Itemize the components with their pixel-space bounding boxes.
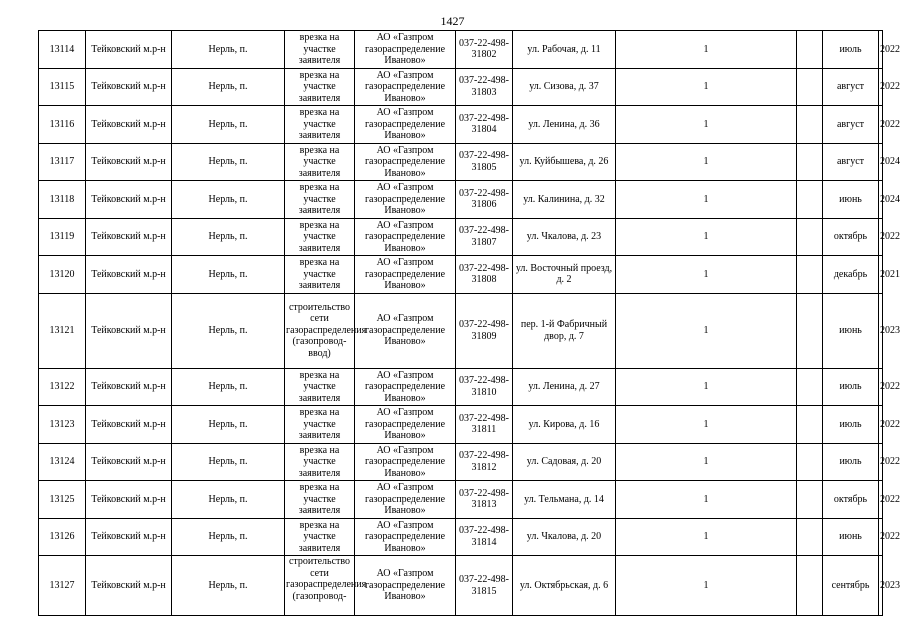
work-type-cell: врезка на участке заявителя	[285, 481, 355, 519]
month-cell: сентябрь	[823, 556, 879, 616]
table-row	[39, 368, 883, 406]
organization-cell: АО «Газпром газораспределение Иваново»	[355, 256, 456, 294]
settlement-cell: Нерль, п.	[172, 556, 285, 616]
address-cell: ул. Калинина, д. 32	[513, 181, 616, 219]
address-cell: пер. 1-й Фабричный двор, д. 7	[513, 293, 616, 368]
count-cell: 1	[616, 181, 797, 219]
code-cell: 037-22-498-31809	[456, 293, 513, 368]
month-cell: июль	[823, 406, 879, 444]
month-cell: июль	[823, 368, 879, 406]
code-cell: 037-22-498-31805	[456, 143, 513, 181]
row-id: 13125	[39, 481, 86, 519]
month-cell: август	[823, 106, 879, 144]
empty-cell	[797, 368, 823, 406]
year-cell: 2023	[879, 293, 883, 368]
settlement-cell: Нерль, п.	[172, 406, 285, 444]
empty-cell	[797, 406, 823, 444]
count-cell: 1	[616, 143, 797, 181]
work-type-cell: врезка на участке заявителя	[285, 218, 355, 256]
empty-cell	[797, 556, 823, 616]
organization-cell: АО «Газпром газораспределение Иваново»	[355, 443, 456, 481]
code-cell: 037-22-498-31815	[456, 556, 513, 616]
work-type-cell: строительство сети газораспределения (газопровод-ввод)	[285, 293, 355, 368]
count-cell: 1	[616, 518, 797, 556]
work-type-cell: врезка на участке заявителя	[285, 443, 355, 481]
address-cell: ул. Восточный проезд, д. 2	[513, 256, 616, 294]
empty-cell	[797, 256, 823, 294]
settlement-cell: Нерль, п.	[172, 256, 285, 294]
table-row	[39, 106, 883, 144]
row-id: 13116	[39, 106, 86, 144]
year-cell: 2022	[879, 31, 883, 69]
settlement-cell: Нерль, п.	[172, 68, 285, 106]
district-cell: Тейковский м.р-н	[86, 406, 172, 444]
row-id: 13114	[39, 31, 86, 69]
organization-cell: АО «Газпром газораспределение Иваново»	[355, 368, 456, 406]
settlement-cell: Нерль, п.	[172, 31, 285, 69]
table-row	[39, 218, 883, 256]
work-type-cell: врезка на участке заявителя	[285, 406, 355, 444]
work-type-cell: врезка на участке заявителя	[285, 68, 355, 106]
empty-cell	[797, 443, 823, 481]
code-cell: 037-22-498-31803	[456, 68, 513, 106]
month-cell: июль	[823, 443, 879, 481]
row-id: 13122	[39, 368, 86, 406]
district-cell: Тейковский м.р-н	[86, 143, 172, 181]
gas-connection-table	[38, 30, 900, 616]
address-cell: ул. Тельмана, д. 14	[513, 481, 616, 519]
address-cell: ул. Садовая, д. 20	[513, 443, 616, 481]
table-row	[39, 31, 883, 69]
settlement-cell: Нерль, п.	[172, 143, 285, 181]
month-cell: июль	[823, 31, 879, 69]
row-id: 13126	[39, 518, 86, 556]
empty-cell	[797, 481, 823, 519]
district-cell: Тейковский м.р-н	[86, 293, 172, 368]
organization-cell: АО «Газпром газораспределение Иваново»	[355, 143, 456, 181]
year-cell: 2022	[879, 518, 883, 556]
month-cell: июнь	[823, 518, 879, 556]
organization-cell: АО «Газпром газораспределение Иваново»	[355, 181, 456, 219]
address-cell: ул. Кирова, д. 16	[513, 406, 616, 444]
month-cell: август	[823, 68, 879, 106]
year-cell: 2022	[879, 443, 883, 481]
work-type-cell: врезка на участке заявителя	[285, 368, 355, 406]
table-row	[39, 143, 883, 181]
table-row	[39, 518, 883, 556]
table-row	[39, 443, 883, 481]
code-cell: 037-22-498-31806	[456, 181, 513, 219]
address-cell: ул. Сизова, д. 37	[513, 68, 616, 106]
count-cell: 1	[616, 556, 797, 616]
address-cell: ул. Чкалова, д. 23	[513, 218, 616, 256]
organization-cell: АО «Газпром газораспределение Иваново»	[355, 293, 456, 368]
year-cell: 2024	[879, 143, 883, 181]
empty-cell	[797, 293, 823, 368]
year-cell: 2022	[879, 481, 883, 519]
month-cell: август	[823, 143, 879, 181]
code-cell: 037-22-498-31802	[456, 31, 513, 69]
work-type-cell: врезка на участке заявителя	[285, 256, 355, 294]
year-cell: 2021	[879, 256, 883, 294]
code-cell: 037-22-498-31813	[456, 481, 513, 519]
month-cell: июнь	[823, 293, 879, 368]
count-cell: 1	[616, 368, 797, 406]
district-cell: Тейковский м.р-н	[86, 106, 172, 144]
settlement-cell: Нерль, п.	[172, 368, 285, 406]
year-cell: 2022	[879, 218, 883, 256]
work-type-cell: строительство сети газораспределения (газопровод-	[285, 556, 355, 616]
month-cell: октябрь	[823, 481, 879, 519]
organization-cell: АО «Газпром газораспределение Иваново»	[355, 556, 456, 616]
district-cell: Тейковский м.р-н	[86, 218, 172, 256]
empty-cell	[797, 181, 823, 219]
count-cell: 1	[616, 256, 797, 294]
settlement-cell: Нерль, п.	[172, 181, 285, 219]
work-type-cell: врезка на участке заявителя	[285, 181, 355, 219]
table-row	[39, 406, 883, 444]
district-cell: Тейковский м.р-н	[86, 518, 172, 556]
address-cell: ул. Октябрьская, д. 6	[513, 556, 616, 616]
row-id: 13118	[39, 181, 86, 219]
code-cell: 037-22-498-31808	[456, 256, 513, 294]
empty-cell	[797, 218, 823, 256]
address-cell: ул. Ленина, д. 27	[513, 368, 616, 406]
count-cell: 1	[616, 406, 797, 444]
table-row	[39, 181, 883, 219]
address-cell: ул. Рабочая, д. 11	[513, 31, 616, 69]
count-cell: 1	[616, 106, 797, 144]
page-number: 1427	[440, 14, 465, 28]
district-cell: Тейковский м.р-н	[86, 256, 172, 294]
organization-cell: АО «Газпром газораспределение Иваново»	[355, 218, 456, 256]
table-row	[39, 256, 883, 294]
organization-cell: АО «Газпром газораспределение Иваново»	[355, 68, 456, 106]
organization-cell: АО «Газпром газораспределение Иваново»	[355, 406, 456, 444]
year-cell: 2023	[879, 556, 883, 616]
code-cell: 037-22-498-31812	[456, 443, 513, 481]
work-type-cell: врезка на участке заявителя	[285, 31, 355, 69]
organization-cell: АО «Газпром газораспределение Иваново»	[355, 31, 456, 69]
organization-cell: АО «Газпром газораспределение Иваново»	[355, 518, 456, 556]
table-row	[39, 481, 883, 519]
code-cell: 037-22-498-31807	[456, 218, 513, 256]
address-cell: ул. Ленина, д. 36	[513, 106, 616, 144]
address-cell: ул. Чкалова, д. 20	[513, 518, 616, 556]
settlement-cell: Нерль, п.	[172, 218, 285, 256]
district-cell: Тейковский м.р-н	[86, 368, 172, 406]
work-type-cell: врезка на участке заявителя	[285, 106, 355, 144]
organization-cell: АО «Газпром газораспределение Иваново»	[355, 106, 456, 144]
table-row	[39, 68, 883, 106]
year-cell: 2022	[879, 368, 883, 406]
count-cell: 1	[616, 218, 797, 256]
row-id: 13115	[39, 68, 86, 106]
row-id: 13123	[39, 406, 86, 444]
year-cell: 2024	[879, 181, 883, 219]
month-cell: октябрь	[823, 218, 879, 256]
work-type-cell: врезка на участке заявителя	[285, 518, 355, 556]
empty-cell	[797, 106, 823, 144]
month-cell: июнь	[823, 181, 879, 219]
empty-cell	[797, 68, 823, 106]
settlement-cell: Нерль, п.	[172, 293, 285, 368]
row-id: 13117	[39, 143, 86, 181]
row-id: 13120	[39, 256, 86, 294]
code-cell: 037-22-498-31811	[456, 406, 513, 444]
year-cell: 2022	[879, 68, 883, 106]
count-cell: 1	[616, 481, 797, 519]
count-cell: 1	[616, 68, 797, 106]
row-id: 13124	[39, 443, 86, 481]
count-cell: 1	[616, 443, 797, 481]
district-cell: Тейковский м.р-н	[86, 31, 172, 69]
settlement-cell: Нерль, п.	[172, 106, 285, 144]
month-cell: декабрь	[823, 256, 879, 294]
empty-cell	[797, 518, 823, 556]
settlement-cell: Нерль, п.	[172, 481, 285, 519]
count-cell: 1	[616, 31, 797, 69]
row-id: 13127	[39, 556, 86, 616]
year-cell: 2022	[879, 106, 883, 144]
district-cell: Тейковский м.р-н	[86, 481, 172, 519]
table-row	[39, 556, 883, 616]
code-cell: 037-22-498-31814	[456, 518, 513, 556]
code-cell: 037-22-498-31804	[456, 106, 513, 144]
row-id: 13121	[39, 293, 86, 368]
district-cell: Тейковский м.р-н	[86, 443, 172, 481]
organization-cell: АО «Газпром газораспределение Иваново»	[355, 481, 456, 519]
work-type-cell: врезка на участке заявителя	[285, 143, 355, 181]
address-cell: ул. Куйбышева, д. 26	[513, 143, 616, 181]
row-id: 13119	[39, 218, 86, 256]
district-cell: Тейковский м.р-н	[86, 68, 172, 106]
year-cell: 2022	[879, 406, 883, 444]
settlement-cell: Нерль, п.	[172, 518, 285, 556]
count-cell: 1	[616, 293, 797, 368]
district-cell: Тейковский м.р-н	[86, 556, 172, 616]
table-row	[39, 293, 883, 368]
empty-cell	[797, 143, 823, 181]
code-cell: 037-22-498-31810	[456, 368, 513, 406]
settlement-cell: Нерль, п.	[172, 443, 285, 481]
district-cell: Тейковский м.р-н	[86, 181, 172, 219]
empty-cell	[797, 31, 823, 69]
